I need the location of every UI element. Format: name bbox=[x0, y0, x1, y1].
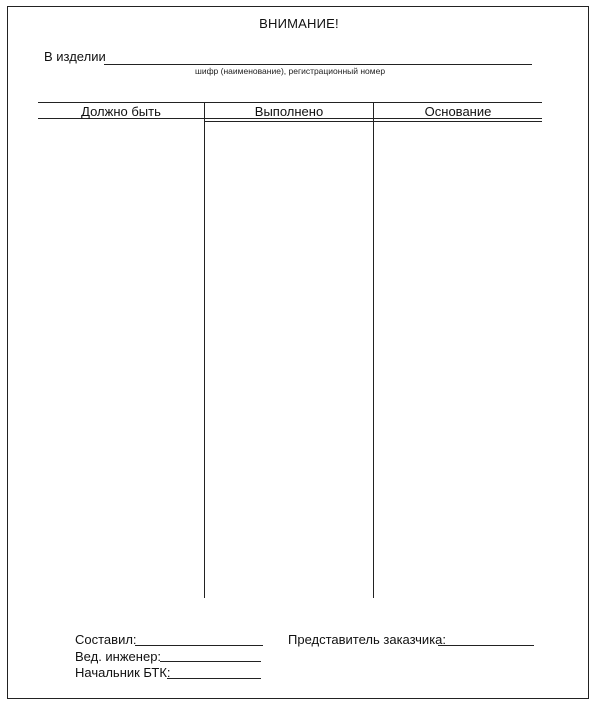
column-divider-2 bbox=[373, 103, 374, 598]
lead-engineer-signature-line[interactable] bbox=[160, 661, 261, 662]
compiled-signature-line[interactable] bbox=[135, 645, 263, 646]
page-title: ВНИМАНИЕ! bbox=[259, 16, 339, 31]
btk-head-signature-line[interactable] bbox=[167, 678, 261, 679]
item-label: В изделии bbox=[44, 49, 106, 64]
column-header-basis: Основание bbox=[424, 104, 492, 119]
column-header-done: Выполнено bbox=[254, 104, 324, 119]
table-top-rule bbox=[38, 102, 542, 103]
customer-rep-signature-line[interactable] bbox=[438, 645, 534, 646]
btk-head-label: Начальник БТК: bbox=[75, 665, 171, 680]
column-header-should-be: Должно быть bbox=[81, 104, 161, 119]
item-caption: шифр (наименование), регистрационный номер bbox=[195, 66, 386, 76]
item-fill-line[interactable] bbox=[104, 64, 532, 65]
compiled-label: Составил: bbox=[75, 632, 137, 647]
customer-rep-label: Представитель заказчика: bbox=[288, 632, 447, 647]
column-divider-1 bbox=[204, 103, 205, 598]
lead-engineer-label: Вед. инженер: bbox=[75, 649, 162, 664]
